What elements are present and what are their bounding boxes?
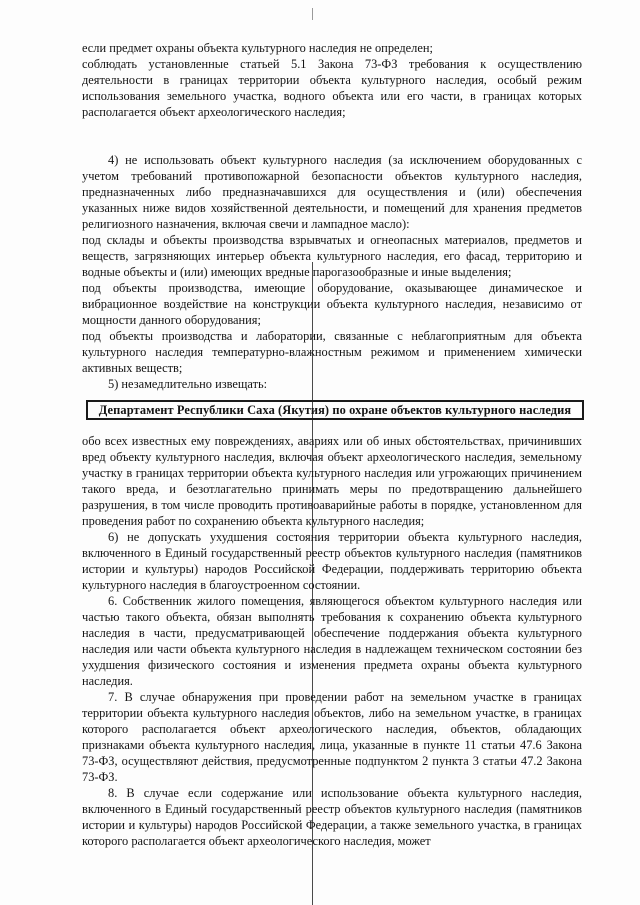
department-stamp [86, 400, 584, 420]
paragraph: под объекты производства, имеющие оборудование, оказывающее динамическое и вибрационное воздействие на конструкции объекта культурного наследия, независимо от мощности данного оборудования; [82, 281, 582, 327]
paragraph-item-4: 4) не использовать объект культурного наследия (за исключением оборудованных с учетом требований противопожарной безопасности объектов культурного наследия, предназначенных либо предназначавшихся для осуществления и (или) обеспечения указанных ниже видов хозяйственной деятельности, и помещений для хранения предметов религиозного назначения, включая свечи и лампадное масло): [82, 153, 582, 231]
text-block-continuation [82, 433, 582, 849]
paragraph: если предмет охраны объекта культурного наследия не определен; [82, 41, 433, 55]
paragraph: под объекты производства и лаборатории, связанные с неблагоприятным для объекта культурного наследия температурно-влажностным режимом и применением химически активных веществ; [82, 329, 582, 375]
paragraph-point-8: 8. В случае если содержание или использование объекта культурного наследия, включенного в Единый государственный реестр объектов культурного наследия (памятников истории и культуры) народов Российской Федерации, а также земельного участка, в границах которого располагается объект археологического наследия, может [82, 786, 582, 848]
text-block-item-4 [82, 152, 582, 392]
paragraph: обо всех известных ему повреждениях, авариях или об иных обстоятельствах, причинивших вред объекту культурного наследия, включая объект археологического наследия, земельному участку в границах территории объекта культурного наследия или угрожающих причинением такого вреда, и безотлагательно принимать меры по предотвращению дальнейшего разрушения, в том числе проводить противоаварийные работы в порядке, установленном для проведения работ по сохранению объекта культурного наследия; [82, 434, 582, 528]
stamp-text: Департамент Республики Саха (Якутия) по охране объектов культурного наследия [98, 402, 572, 417]
paragraph: под склады и объекты производства взрывчатых и огнеопасных материалов, предметов и веществ, загрязняющих интерьер объекта культурного наследия, его фасад, территорию и водные объекты и (или) имеющих вредные парогазообразные и иные выделения; [82, 233, 582, 279]
paragraph-point-6: 6. Собственник жилого помещения, являющегося объектом культурного наследия или частью такого объекта, обязан выполнять требования к сохранению объекта культурного наследия в части, предусматривающей обеспечение поддержания объекта культурного наследия или части объекта культурного наследия в надлежащем техническом состоянии без ухудшения физического состояния и изменения предмета охраны объекта культурного наследия. [82, 594, 582, 688]
scan-fold-mark-top [312, 8, 313, 20]
paragraph-point-7: 7. В случае обнаружения при проведении работ на земельном участке в границах территории объекта культурного наследия объектов, либо на земельном участке, в границах которого располагается объект археологического наследия, объектов, обладающих признаками объекта культурного наследия, лица, указанные в пункте 11 статьи 47.6 Закона 73-ФЗ, осуществляют действия, предусмотренные подпунктом 2 пункта 3 статьи 47.2 Закона 73-ФЗ. [82, 690, 582, 784]
paragraph: соблюдать установленные статьей 5.1 Закона 73-ФЗ требования к осуществлению деятельности в границах территории объекта культурного наследия, особый режим использования земельного участка, водного объекта или его части, в границах которых располагается объект археологического наследия; [82, 57, 582, 119]
paragraph-item-6: 6) не допускать ухудшения состояния территории объекта культурного наследия, включенного в Единый государственный реестр объектов культурного наследия (памятников истории и культуры) народов Российской Федерации, поддерживать территорию объекта культурного наследия в благоустроенном состоянии. [82, 530, 582, 592]
text-block-top [82, 40, 582, 120]
paragraph-item-5: 5) незамедлительно извещать: [108, 377, 268, 391]
